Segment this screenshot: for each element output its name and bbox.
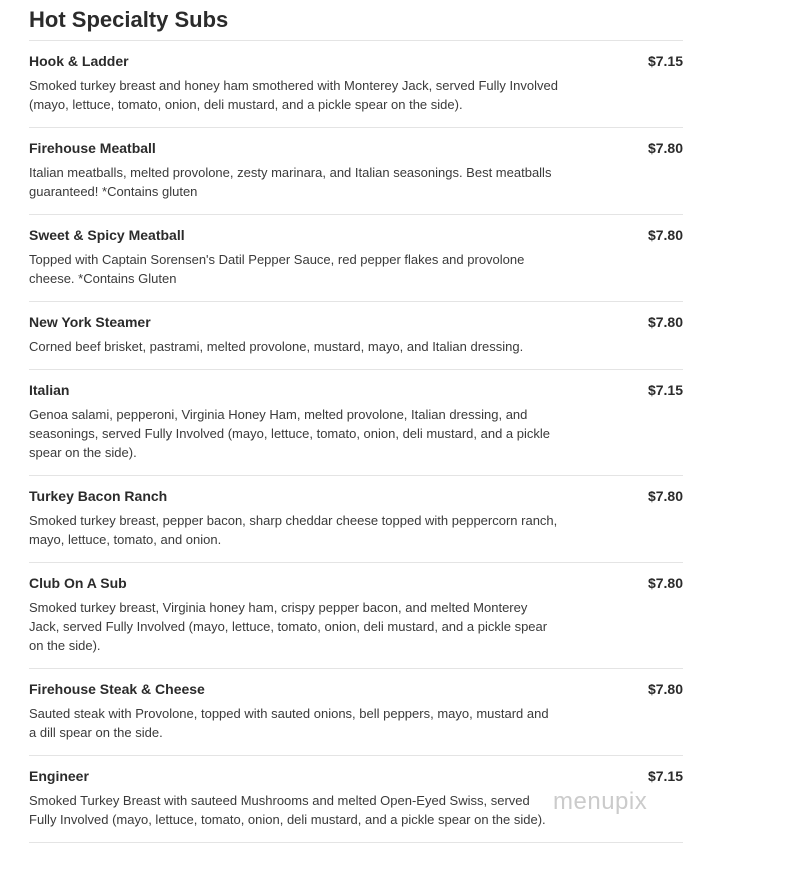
item-name: Hook & Ladder bbox=[29, 53, 129, 69]
menu-item bbox=[29, 370, 683, 476]
menu-item bbox=[29, 41, 683, 128]
menu-item bbox=[29, 302, 683, 370]
item-name: Club On A Sub bbox=[29, 575, 127, 591]
item-description: Smoked turkey breast, Virginia honey ham, crispy pepper bacon, and melted Monterey Jack, served Fully Involved (mayo, lettuce, tomato, onion, deli mustard, and a pickle spear on the side). bbox=[29, 600, 548, 653]
item-description: Smoked turkey breast and honey ham smothered with Monterey Jack, served Fully Involved (mayo, lettuce, tomato, onion, deli mustard, and a pickle spear on the side). bbox=[29, 78, 558, 112]
item-price: $7.15 bbox=[647, 53, 683, 69]
item-description: Italian meatballs, melted provolone, zesty marinara, and Italian seasonings. Best meatballs guaranteed! *Contains gluten bbox=[29, 165, 552, 199]
item-name: Engineer bbox=[29, 768, 89, 784]
item-name: Firehouse Steak & Cheese bbox=[29, 681, 205, 697]
section-title: Hot Specialty Subs bbox=[29, 0, 683, 41]
item-name: Turkey Bacon Ranch bbox=[29, 488, 168, 504]
item-description: Corned beef brisket, pastrami, melted provolone, mustard, mayo, and Italian dressing. bbox=[29, 339, 524, 354]
item-description: Smoked turkey breast, pepper bacon, sharp cheddar cheese topped with peppercorn ranch, mayo, lettuce, tomato, and onion. bbox=[29, 513, 558, 547]
item-description: Topped with Captain Sorensen's Datil Pepper Sauce, red pepper flakes and provolone cheese. *Contains Gluten bbox=[29, 252, 525, 286]
item-description: Sauted steak with Provolone, topped with sauted onions, bell peppers, mayo, mustard and a dill spear on the side. bbox=[29, 706, 549, 740]
item-name: Firehouse Meatball bbox=[29, 140, 156, 156]
item-price: $7.80 bbox=[647, 227, 683, 243]
item-price: $7.80 bbox=[647, 575, 683, 591]
item-price: $7.15 bbox=[647, 768, 683, 784]
menu-item bbox=[29, 669, 683, 756]
item-price: $7.80 bbox=[647, 140, 683, 156]
menu-section bbox=[29, 0, 683, 843]
item-price: $7.80 bbox=[647, 314, 683, 330]
item-name: Sweet & Spicy Meatball bbox=[29, 227, 185, 243]
watermark: menupix bbox=[553, 788, 648, 815]
menu-item bbox=[29, 215, 683, 302]
item-price: $7.80 bbox=[647, 488, 683, 504]
item-name: Italian bbox=[29, 382, 70, 398]
item-description: Genoa salami, pepperoni, Virginia Honey Ham, melted provolone, Italian dressing, and seasonings, served Fully Involved (mayo, lettuce, tomato, onion, deli mustard, and a pickle spear on the side). bbox=[29, 407, 550, 460]
item-price: $7.15 bbox=[647, 382, 683, 398]
item-name: New York Steamer bbox=[29, 314, 151, 330]
item-price: $7.80 bbox=[647, 681, 683, 697]
menu-item bbox=[29, 128, 683, 215]
item-description: Smoked Turkey Breast with sauteed Mushrooms and melted Open-Eyed Swiss, served Fully Involved (mayo, lettuce, tomato, onion, deli mustard, and a pickle spear on the side). bbox=[29, 793, 546, 827]
menu-item bbox=[29, 563, 683, 669]
menu-item bbox=[29, 756, 683, 843]
menu-item bbox=[29, 476, 683, 563]
